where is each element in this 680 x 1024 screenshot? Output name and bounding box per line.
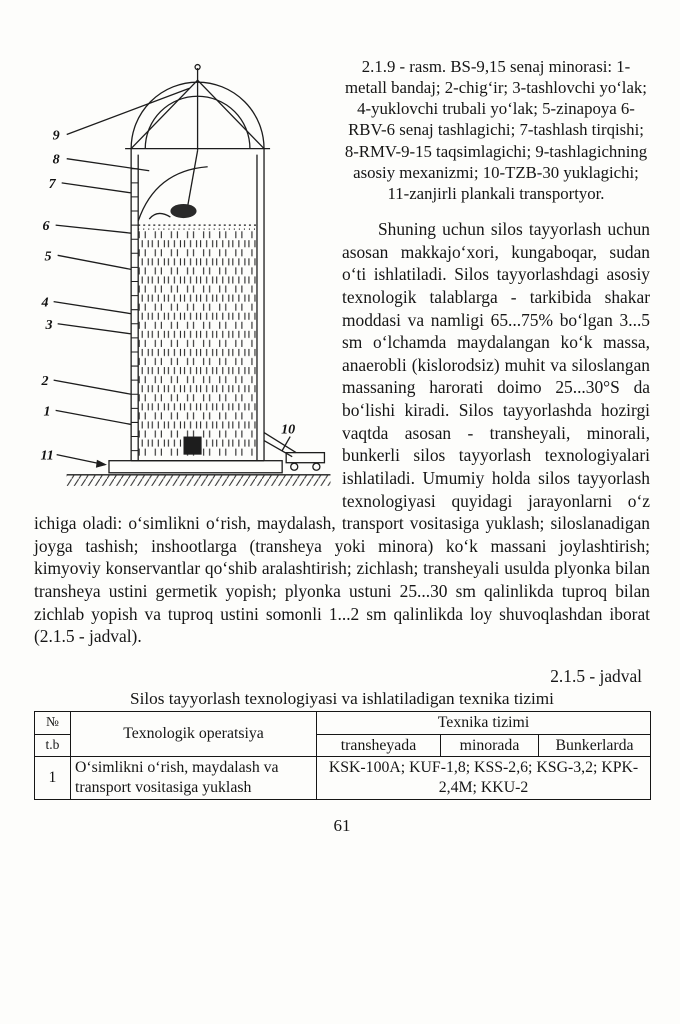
figure-callout-7: 7 (48, 175, 56, 192)
table-title: Silos tayyorlash texnologiyasi va ishlatiladigan texnika tizimi (130, 688, 554, 708)
technology-table (34, 711, 651, 800)
table-header-row-1 (35, 711, 651, 734)
header-num-bottom: t.b (35, 734, 71, 757)
table-label: 2.1.5 - jadval (550, 665, 642, 686)
header-sub-minorada: minorada (441, 734, 539, 757)
figure-callout-2: 2 (41, 373, 49, 390)
row-num: 1 (35, 757, 71, 799)
silo-tower-figure (34, 58, 336, 506)
figure-callout-11: 11 (40, 447, 54, 464)
page-number: 61 (333, 815, 351, 835)
header-operation: Texnologik operatsiya (71, 711, 317, 756)
figure-callout-5: 5 (44, 248, 52, 265)
figure-callout-9: 9 (52, 127, 60, 144)
silo-drawing (34, 58, 336, 506)
figure-callout-6: 6 (42, 218, 50, 235)
header-sub-bunkerlarda: Bunkerlarda (539, 734, 651, 757)
figure-callout-4: 4 (41, 294, 49, 311)
body-paragraph: Shuning uchun silos tayyorlash uchun asosan makkajo‘xori, kungaboqar, sudan o‘ti ishlatiladi. Silos tayyorlashdagi asosiy texnologik talablarga - tarkibida shakar moddasi va namligi 65...75% bo‘lgan 3...5 sm o‘lchamda maydalangan ko‘k massa, anaerobli (kislorodsiz) muhit va siloslangan massaning harorati doimo 25...30°S da bo‘lishi kiradi. Silos tayyorlashda hozirgi vaqtda asosan - transheyali, minorali, bunkerli silos tayyorlash texnologiyalari ishlatiladi. Umumiy holda silos tayyorlash texnologiyasi quyidagi jarayonlarni o‘z ichiga oladi: o‘simlikni o‘rish, maydalash, transport vositasiga yuklash; siloslanadigan joyga tashish; inshootlarga (transheya yoki minora) ko‘k massani joylashtirish; kimyoviy konservantlar qo‘shib aralashtirish; zichlash; transheyali usulda plyonka bilan transheya ustini germetik yopish; plyonka ustuni 25...30 sm qalinlikda tuproq bilan zichlab yopish va tuproq ustini somonli 1...2 sm qalinlikda loy shuvoqlashdan iborat (2.1.5 - jadval). (34, 219, 650, 647)
row-operation: O‘simlikni o‘rish, maydalash va transport vositasiga yuklash (71, 757, 317, 799)
figure-callout-10: 10 (281, 421, 296, 438)
figure-callout-3: 3 (45, 316, 53, 333)
header-group: Texnika tizimi (317, 711, 651, 734)
table-row (35, 757, 651, 799)
row-machines: KSK-100A; KUF-1,8; KSS-2,6; KSG-3,2; KPK-2,4M; KKU-2 (317, 757, 651, 799)
header-sub-transheyada: transheyada (317, 734, 441, 757)
figure-callout-1: 1 (43, 403, 51, 420)
header-num-top: № (35, 711, 71, 734)
figure-callout-8: 8 (52, 151, 60, 168)
figure-caption: 2.1.9 - rasm. BS-9,15 senaj minorasi: 1-metall bandaj; 2-chig‘ir; 3-tashlovchi yo‘lak; 4-yuklovchi trubali yo‘lak; 5-zinapoya 6-RBV-6 senaj tashlagichi; 7-tashlash tirqishi; 8-RMV-9-15 taqsimlagichi; 9-tashlagichning asosiy mexanizmi; 10-TZB-30 yuklagichi; 11-zanjirli plankali transportyor. (344, 57, 648, 203)
